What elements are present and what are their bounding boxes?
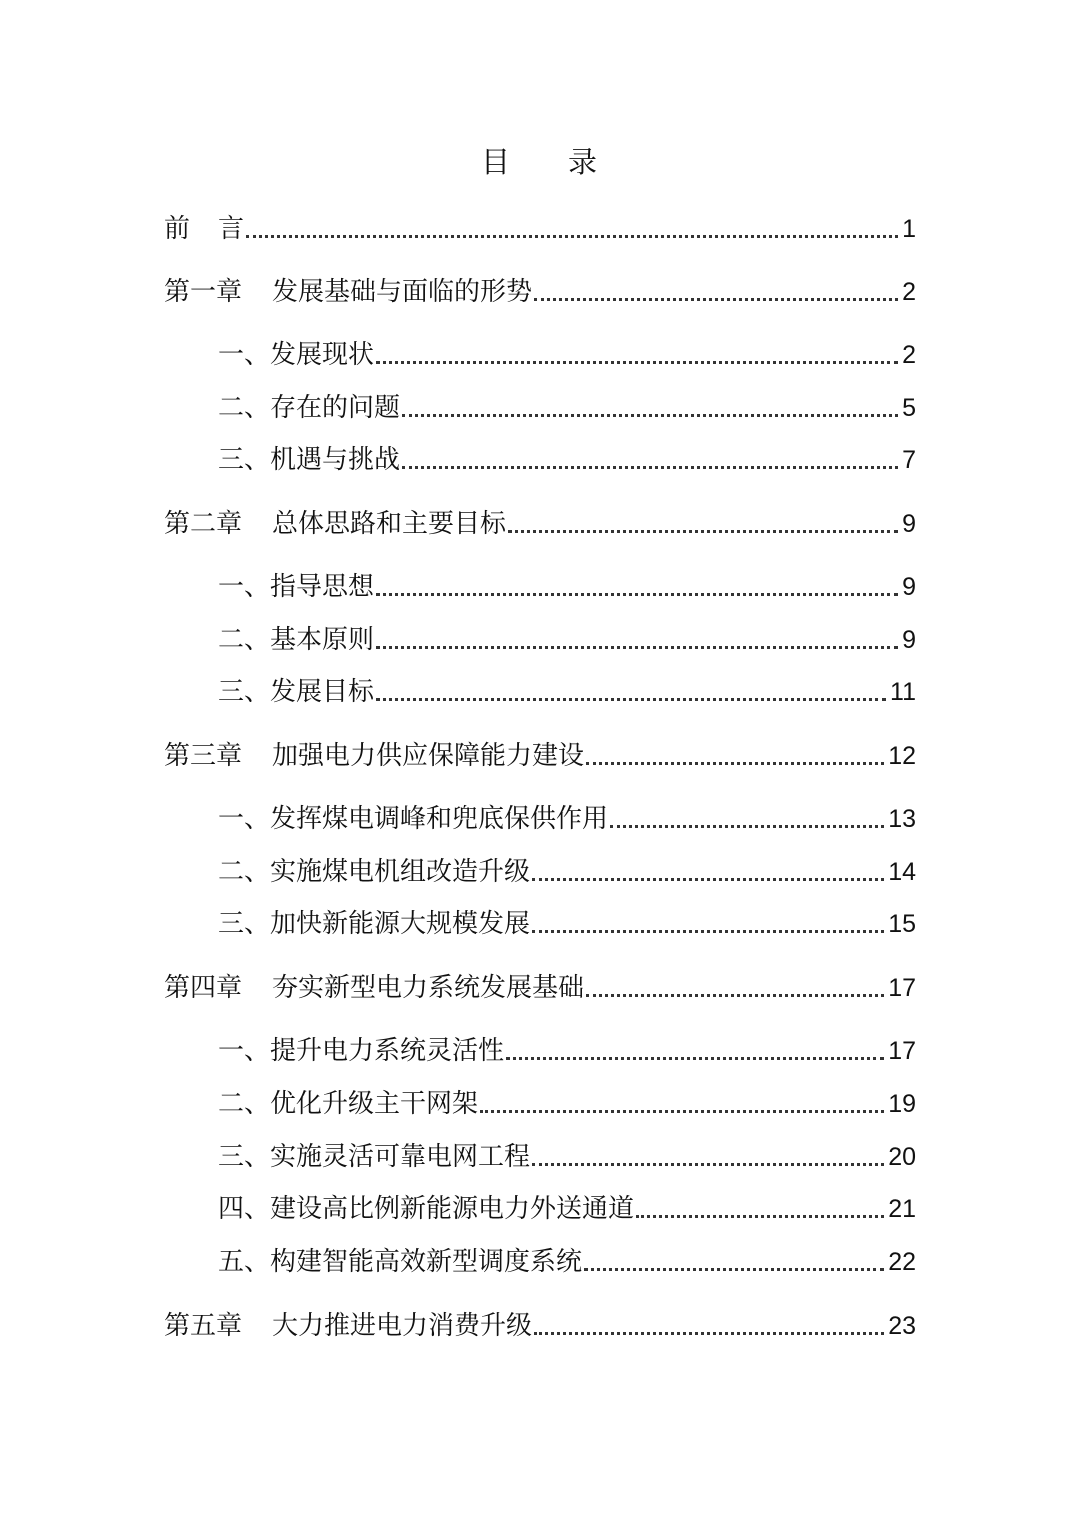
toc-page-number: 17: [888, 974, 916, 1002]
toc-page-number: 2: [902, 278, 916, 306]
section-label: 三、加快新能源大规模发展: [218, 909, 531, 939]
toc-page-number: 23: [888, 1312, 916, 1340]
toc-entry-section[interactable]: [218, 1086, 916, 1122]
toc-entry-section[interactable]: [218, 1244, 916, 1280]
chapter-title: 发展基础与面临的形势: [272, 277, 533, 307]
section-label: 四、建设高比例新能源电力外送通道: [218, 1194, 635, 1224]
dot-leader: [506, 1057, 884, 1060]
toc-entry-chapter[interactable]: [164, 970, 916, 1006]
chapter-title: 夯实新型电力系统发展基础: [272, 973, 585, 1003]
toc-page-number: 19: [888, 1090, 916, 1118]
toc-page-number: 9: [902, 510, 916, 538]
section-label: 二、优化升级主干网架: [218, 1089, 479, 1119]
chapter-prefix: 第四章: [164, 973, 243, 1003]
toc-page-number: 17: [888, 1037, 916, 1065]
toc-page-number: 1: [902, 215, 916, 243]
toc-entry-label: [164, 1308, 532, 1344]
chapter-prefix: 第二章: [164, 509, 243, 539]
section-label: 二、存在的问题: [218, 393, 401, 423]
toc-page-number: 12: [888, 742, 916, 770]
chapter-prefix: 第三章: [164, 741, 243, 771]
toc-page-number: 9: [902, 573, 916, 601]
toc-entry-section[interactable]: [218, 854, 916, 890]
toc-page-number: 2: [902, 341, 916, 369]
dot-leader: [376, 698, 886, 701]
section-label: 一、提升电力系统灵活性: [218, 1036, 505, 1066]
toc-entry-section[interactable]: [218, 1139, 916, 1175]
toc-entry-chapter[interactable]: [164, 274, 916, 310]
section-label: 一、发展现状: [218, 340, 375, 370]
toc-page-number: 15: [888, 910, 916, 938]
dot-leader: [376, 593, 898, 596]
chapter-title: 加强电力供应保障能力建设: [272, 741, 585, 771]
toc-entry-label: [164, 970, 584, 1006]
toc-page-number: 7: [902, 446, 916, 474]
dot-leader: [402, 466, 898, 469]
dot-leader: [480, 1110, 884, 1113]
toc-entry-section[interactable]: [218, 674, 916, 710]
toc-entry-section[interactable]: [218, 390, 916, 426]
toc-title-part1: 目: [480, 145, 512, 179]
toc-entry-label: [164, 506, 506, 542]
chapter-title: 大力推进电力消费升级: [272, 1311, 533, 1341]
section-label: 三、发展目标: [218, 677, 375, 707]
toc-entry-label: [164, 274, 532, 310]
dot-leader: [376, 646, 898, 649]
toc-entry-section[interactable]: [218, 622, 916, 658]
dot-leader: [508, 530, 898, 533]
preface-part1: 前: [164, 214, 191, 244]
dot-leader: [636, 1215, 884, 1218]
toc-entry-label: [164, 211, 244, 247]
dot-leader: [402, 414, 898, 417]
dot-leader: [534, 298, 898, 301]
toc-page-number: 21: [888, 1195, 916, 1223]
toc-page-number: 13: [888, 805, 916, 833]
section-label: 二、实施煤电机组改造升级: [218, 857, 531, 887]
dot-leader: [532, 930, 884, 933]
toc-page-number: 9: [902, 626, 916, 654]
toc-entry-chapter[interactable]: [164, 506, 916, 542]
chapter-title: 总体思路和主要目标: [272, 509, 507, 539]
dot-leader: [532, 1163, 884, 1166]
dot-leader: [584, 1268, 884, 1271]
toc-entry-preface[interactable]: [164, 211, 916, 247]
dot-leader: [586, 994, 884, 997]
toc-page-number: 14: [888, 858, 916, 886]
toc-entry-section[interactable]: [218, 801, 916, 837]
section-label: 五、构建智能高效新型调度系统: [218, 1247, 583, 1277]
section-label: 一、发挥煤电调峰和兜底保供作用: [218, 804, 609, 834]
dot-leader: [610, 825, 884, 828]
toc-page-number: 11: [890, 678, 916, 706]
toc-page-number: 20: [888, 1143, 916, 1171]
toc-page-number: 22: [888, 1248, 916, 1276]
preface-part2: 言: [218, 214, 245, 244]
dot-leader: [246, 235, 898, 238]
toc-entry-chapter[interactable]: [164, 738, 916, 774]
section-label: 三、机遇与挑战: [218, 445, 401, 475]
section-label: 三、实施灵活可靠电网工程: [218, 1142, 531, 1172]
toc-entry-section[interactable]: [218, 337, 916, 373]
dot-leader: [376, 361, 898, 364]
toc-entry-section[interactable]: [218, 569, 916, 605]
dot-leader: [532, 878, 884, 881]
toc-entry-label: [164, 738, 584, 774]
toc-page-number: 5: [902, 394, 916, 422]
chapter-prefix: 第一章: [164, 277, 243, 307]
toc-title-part2: 录: [568, 145, 600, 179]
chapter-prefix: 第五章: [164, 1311, 243, 1341]
section-label: 一、指导思想: [218, 572, 375, 602]
dot-leader: [534, 1332, 884, 1335]
toc-entry-section[interactable]: [218, 1033, 916, 1069]
section-label: 二、基本原则: [218, 625, 375, 655]
toc-entry-chapter[interactable]: [164, 1308, 916, 1344]
dot-leader: [586, 762, 884, 765]
toc-entry-section[interactable]: [218, 1191, 916, 1227]
toc-entry-section[interactable]: [218, 906, 916, 942]
toc-entry-section[interactable]: [218, 442, 916, 478]
